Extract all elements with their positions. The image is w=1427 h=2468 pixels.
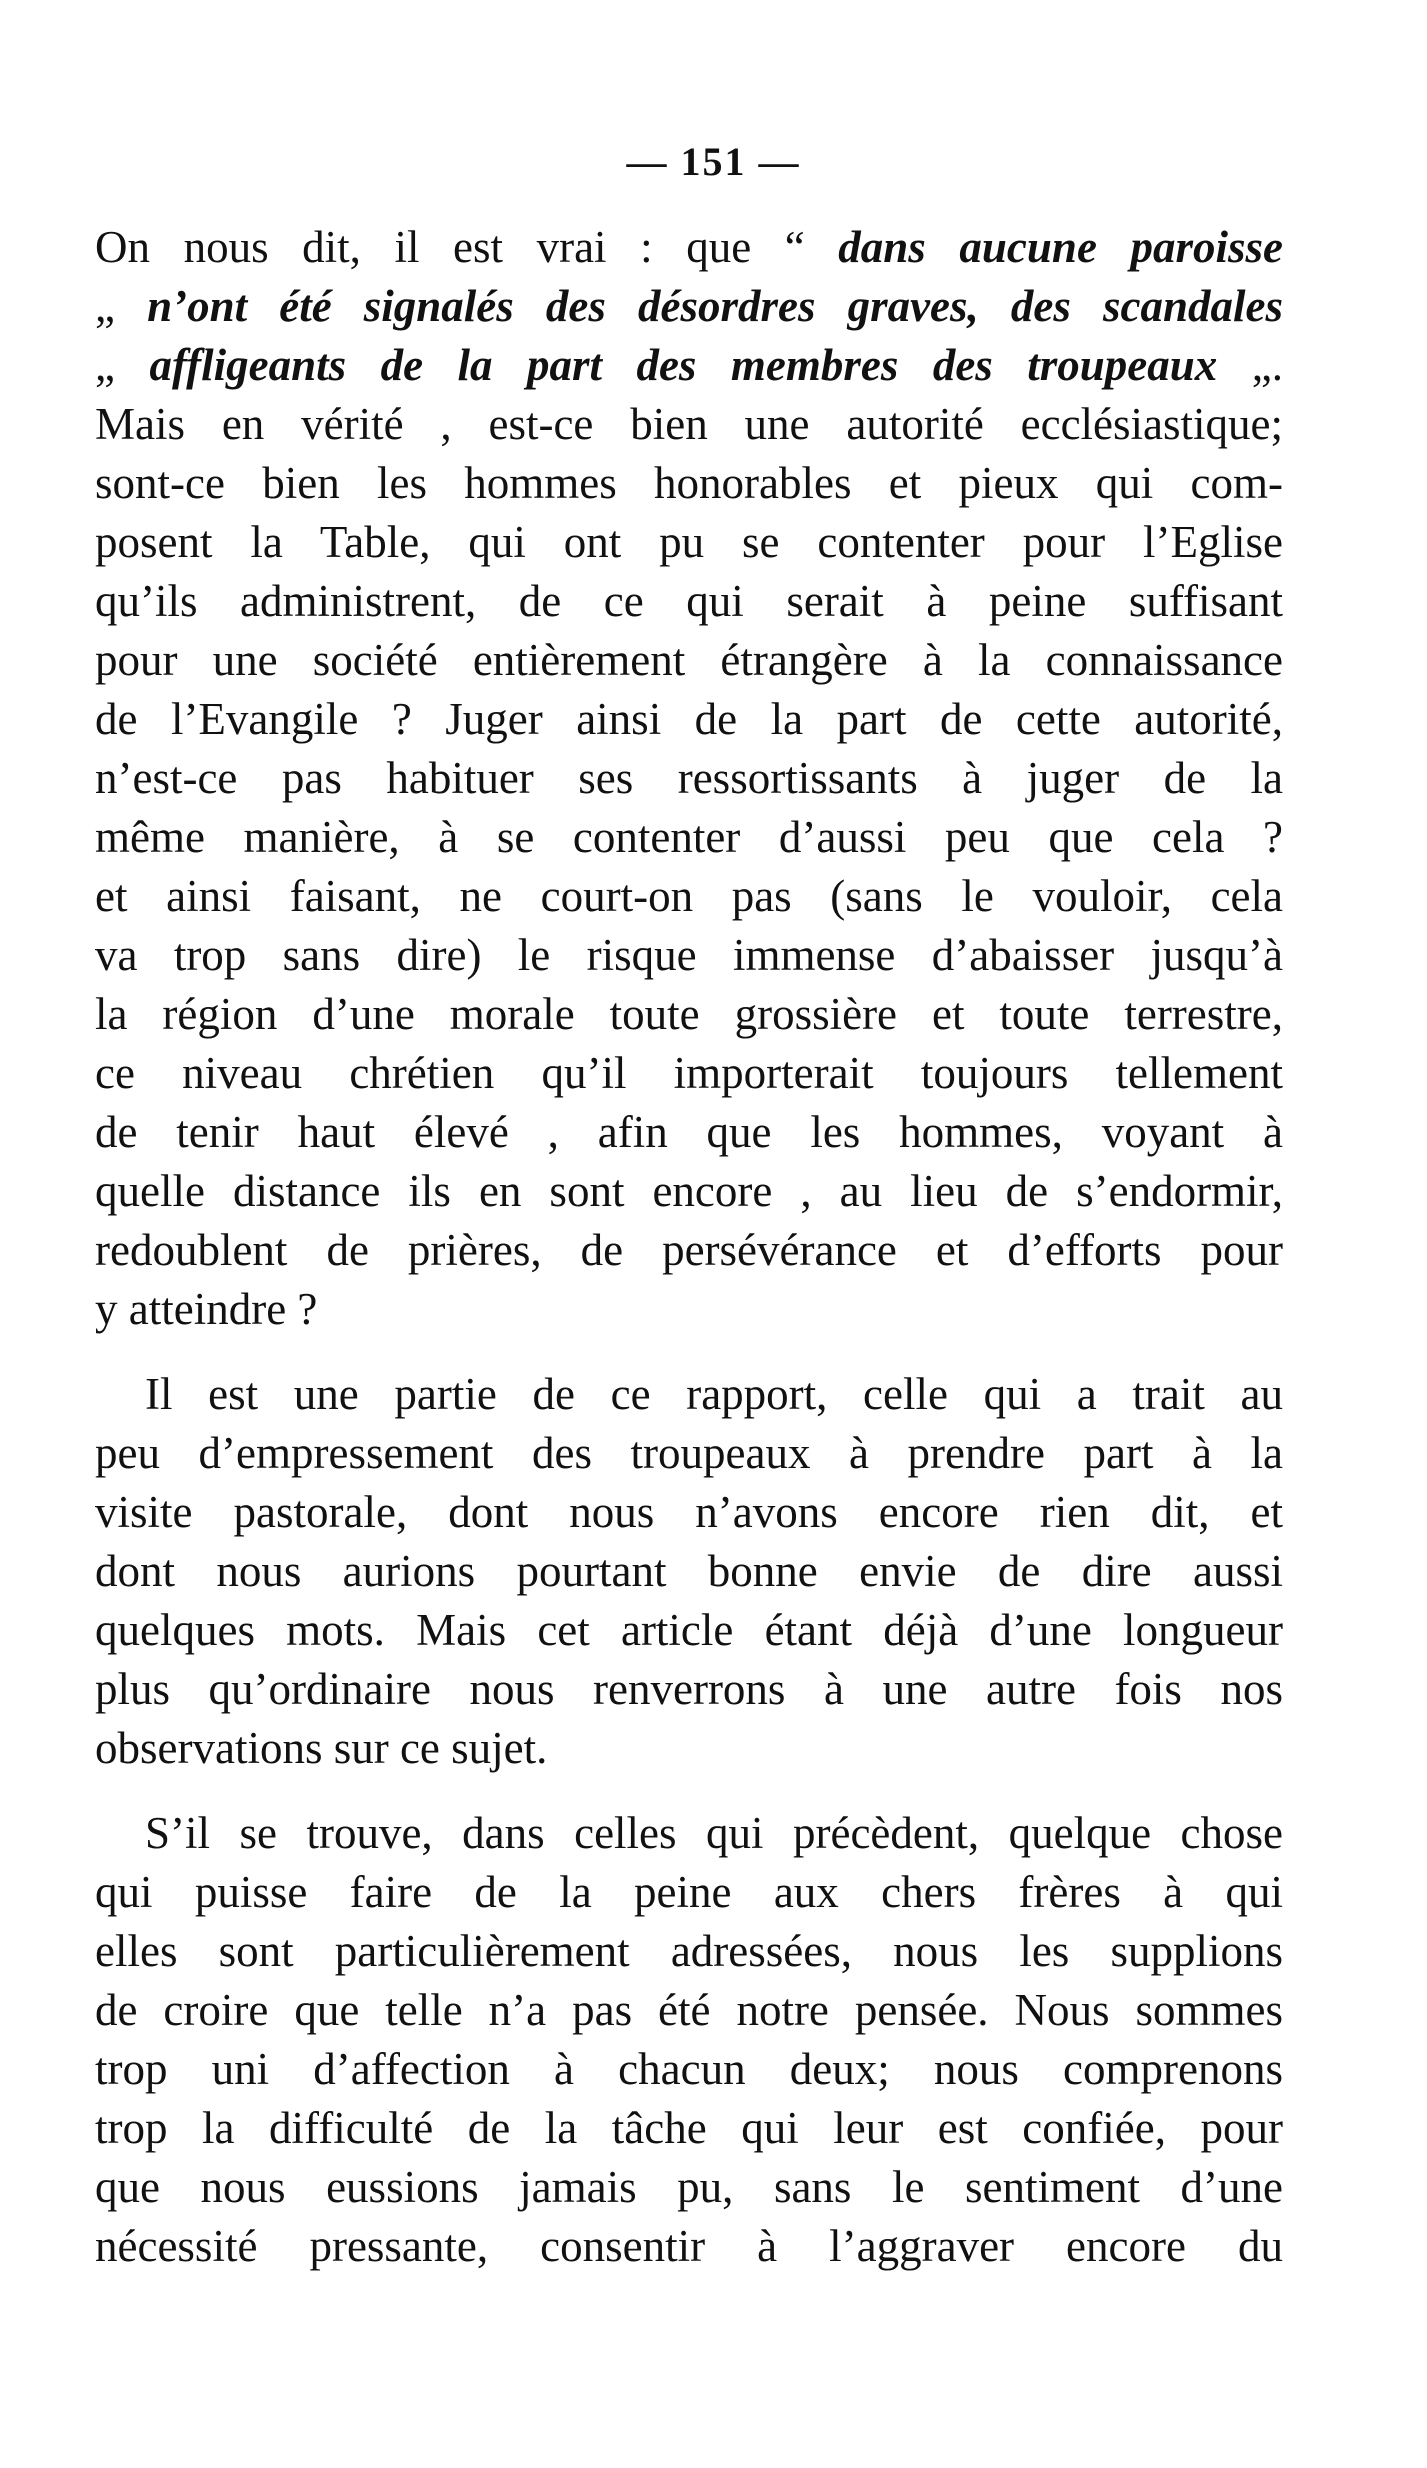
text-line xyxy=(95,985,1283,1044)
text-line xyxy=(95,336,1283,395)
text-span: de l’Evangile ? Juger ainsi de la part de cette autorité, xyxy=(95,694,1283,744)
text-span: dont nous aurions pourtant bonne envie de dire aussi xyxy=(95,1546,1283,1596)
text-span: pour une société entièrement étrangère à la connaissance xyxy=(95,635,1283,685)
text-span: plus qu’ordinaire nous renverrons à une autre fois nos xyxy=(95,1664,1283,1714)
text-line xyxy=(95,1424,1283,1483)
paragraph xyxy=(95,218,1283,1339)
text-line xyxy=(95,1483,1283,1542)
text-line xyxy=(95,1981,1283,2040)
text-line xyxy=(95,572,1283,631)
text-line xyxy=(95,808,1283,867)
text-line xyxy=(95,867,1283,926)
text-span: de tenir haut élevé , afin que les hommes, voyant à xyxy=(95,1107,1283,1157)
text-span: visite pastorale, dont nous n’avons encore rien dit, et xyxy=(95,1487,1283,1537)
text-span: „. xyxy=(1217,340,1283,390)
paragraph-gap xyxy=(95,1778,1283,1804)
text-line xyxy=(95,1103,1283,1162)
text-line xyxy=(95,1804,1283,1863)
text-span: même manière, à se contenter d’aussi peu que cela ? xyxy=(95,812,1283,862)
text-line xyxy=(95,1660,1283,1719)
text-span: S’il se trouve, dans celles qui précèdent, quelque chose xyxy=(145,1808,1283,1858)
text-line xyxy=(95,1719,1283,1778)
text-span: elles sont particulièrement adressées, nous les supplions xyxy=(95,1926,1283,1976)
body-text xyxy=(95,218,1283,2276)
text-span: „ xyxy=(95,340,150,390)
text-span: On nous dit, il est vrai : que “ xyxy=(95,222,839,272)
page-number: — 151 — xyxy=(626,139,801,184)
text-span: „ xyxy=(95,281,148,331)
text-line xyxy=(95,749,1283,808)
text-span: peu d’empressement des troupeaux à prendre part à la xyxy=(95,1428,1283,1478)
text-span: Mais en vérité , est-ce bien une autorité ecclésiastique; xyxy=(95,399,1283,449)
text-line xyxy=(95,1280,1283,1339)
paragraph-gap xyxy=(95,1339,1283,1365)
text-line xyxy=(95,2158,1283,2217)
text-span: de croire que telle n’a pas été notre pensée. Nous sommes xyxy=(95,1985,1283,2035)
paragraph xyxy=(95,1804,1283,2276)
text-line xyxy=(95,1365,1283,1424)
text-line xyxy=(95,1863,1283,1922)
text-span: et ainsi faisant, ne court-on pas (sans le vouloir, cela xyxy=(95,871,1283,921)
text-span: ce niveau chrétien qu’il importerait toujours tellement xyxy=(95,1048,1283,1098)
text-span: redoublent de prières, de persévérance et d’efforts pour xyxy=(95,1225,1283,1275)
text-span: nécessité pressante, consentir à l’aggraver encore du xyxy=(95,2221,1283,2271)
text-span: sont-ce bien les hommes honorables et pieux qui com- xyxy=(95,458,1283,508)
italic-quote-span: n’ont été signalés des désordres graves, des scandales xyxy=(147,281,1283,331)
text-line xyxy=(95,631,1283,690)
text-line xyxy=(95,1044,1283,1103)
text-line xyxy=(95,1922,1283,1981)
text-span: observations sur ce sujet. xyxy=(95,1723,548,1773)
text-span: trop la difficulté de la tâche qui leur est confiée, pour xyxy=(95,2103,1283,2153)
text-span: la région d’une morale toute grossière et toute terrestre, xyxy=(95,989,1283,1039)
text-span: va trop sans dire) le risque immense d’abaisser jusqu’à xyxy=(95,930,1283,980)
text-line xyxy=(95,2040,1283,2099)
text-line xyxy=(95,2099,1283,2158)
text-span: quelques mots. Mais cet article étant déjà d’une longueur xyxy=(95,1605,1283,1655)
text-span: posent la Table, qui ont pu se contenter pour l’Eglise xyxy=(95,517,1283,567)
text-line xyxy=(95,454,1283,513)
text-line xyxy=(95,1601,1283,1660)
italic-quote-span: dans aucune paroisse xyxy=(838,222,1283,272)
text-span: quelle distance ils en sont encore , au lieu de s’endormir, xyxy=(95,1166,1283,1216)
text-line xyxy=(95,277,1283,336)
text-span: qu’ils administrent, de ce qui serait à peine suffisant xyxy=(95,576,1283,626)
paragraph xyxy=(95,1365,1283,1778)
text-span: y atteindre ? xyxy=(95,1284,318,1334)
text-span: n’est-ce pas habituer ses ressortissants à juger de la xyxy=(95,753,1283,803)
text-span: que nous eussions jamais pu, sans le sentiment d’une xyxy=(95,2162,1283,2212)
text-line xyxy=(95,2217,1283,2276)
text-line xyxy=(95,1162,1283,1221)
text-line xyxy=(95,395,1283,454)
text-line xyxy=(95,218,1283,277)
text-span: qui puisse faire de la peine aux chers frères à qui xyxy=(95,1867,1283,1917)
text-line xyxy=(95,1221,1283,1280)
text-span: Il est une partie de ce rapport, celle qui a trait au xyxy=(145,1369,1283,1419)
text-span: trop uni d’affection à chacun deux; nous comprenons xyxy=(95,2044,1283,2094)
text-line xyxy=(95,1542,1283,1601)
text-line xyxy=(95,690,1283,749)
text-line xyxy=(95,513,1283,572)
text-line xyxy=(95,926,1283,985)
italic-quote-span: affligeants de la part des membres des troupeaux xyxy=(149,340,1218,390)
